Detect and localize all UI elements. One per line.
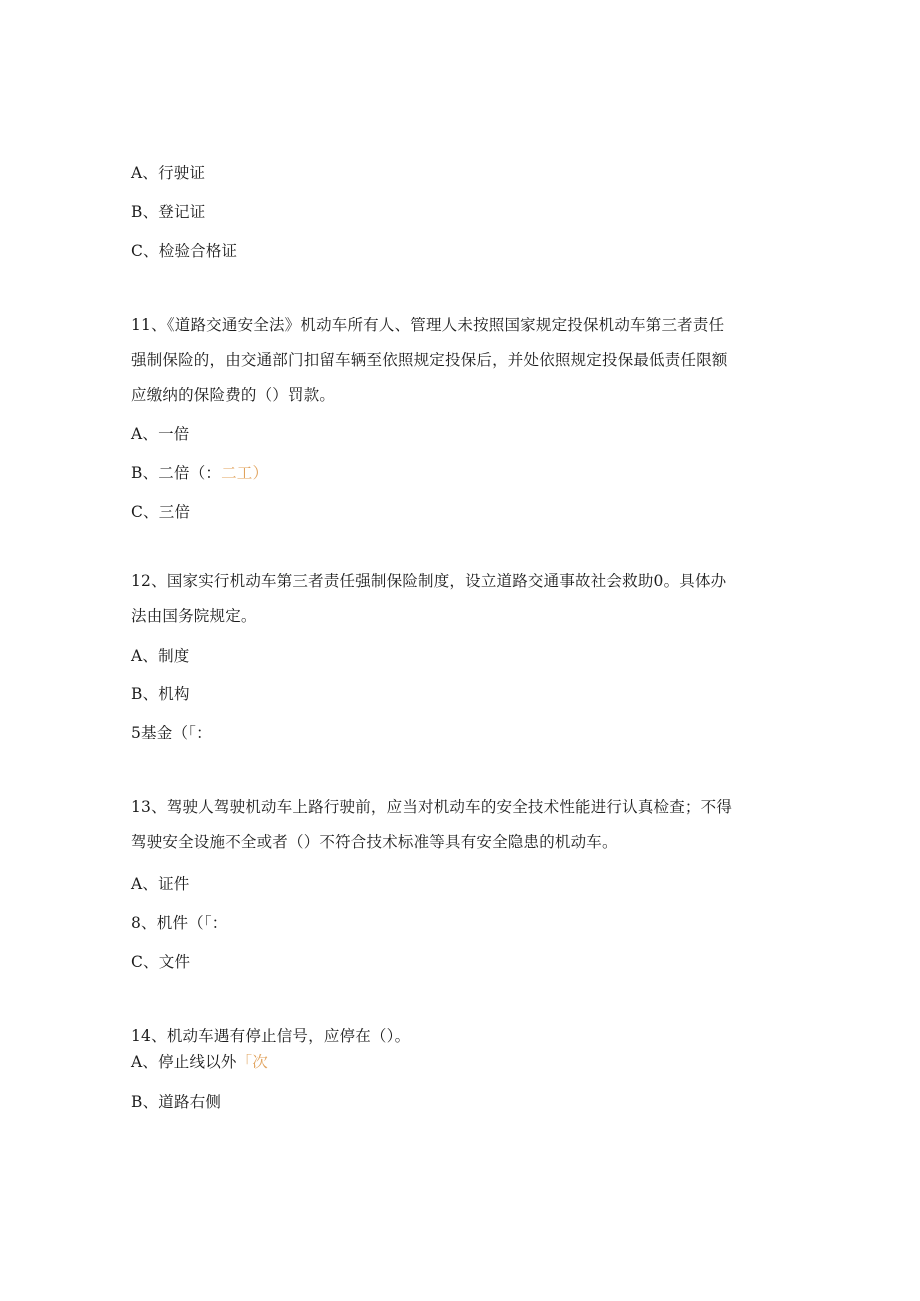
q11-text-line-2: 强制保险的，由交通部门扣留车辆至依照规定投保后，并处依照规定投保最低责任限额 [131, 351, 728, 369]
q14-text: 14、机动车遇有停止信号，应停在（）。 [131, 1027, 411, 1045]
q11-text-line-1: 11、《道路交通安全法》机动车所有人、管理人未按照国家规定投保机动车第三者责任 [131, 316, 725, 334]
q11-answer-mark: 二工） [221, 464, 269, 482]
q12-option-a: A、制度 [131, 647, 190, 665]
q12-text-line-1: 12、国家实行机动车第三者责任强制保险制度，设立道路交通事故社会救助0。具体办 [131, 572, 727, 590]
q13-option-c: C、文件 [131, 953, 191, 971]
q13-option-b: 8、机件（「： [131, 914, 228, 932]
q11-option-b [131, 463, 268, 483]
q11-text-line-3: 应缴纳的保险费的（）罚款。 [131, 386, 336, 404]
q14-option-a-text: A、停止线以外 [131, 1053, 237, 1071]
q11-option-c: C、三倍 [131, 503, 191, 521]
q13-text-line-2: 驾驶安全设施不全或者（）不符合技术标准等具有安全隐患的机动车。 [131, 833, 618, 851]
q13-text-line-1: 13、驾驶人驾驶机动车上路行驶前，应当对机动车的安全技术性能进行认真检查；不得 [131, 798, 733, 816]
q13-option-a: A、证件 [131, 875, 190, 893]
q10-option-c: C、检验合格证 [131, 242, 238, 260]
q14-option-a [131, 1052, 268, 1072]
q10-option-b: B、登记证 [131, 203, 206, 221]
q11-option-a: A、一倍 [131, 425, 190, 443]
q10-option-a: A、行驶证 [131, 164, 206, 182]
q12-option-c: 5基金（「： [131, 724, 212, 742]
q12-option-b: B、机构 [131, 685, 190, 703]
q14-answer-mark: 「次 [236, 1053, 269, 1071]
q11-option-b-text: B、二倍（： [131, 464, 222, 482]
q12-text-line-2: 法由国务院规定。 [131, 607, 257, 625]
q14-option-b: B、道路右侧 [131, 1093, 222, 1111]
